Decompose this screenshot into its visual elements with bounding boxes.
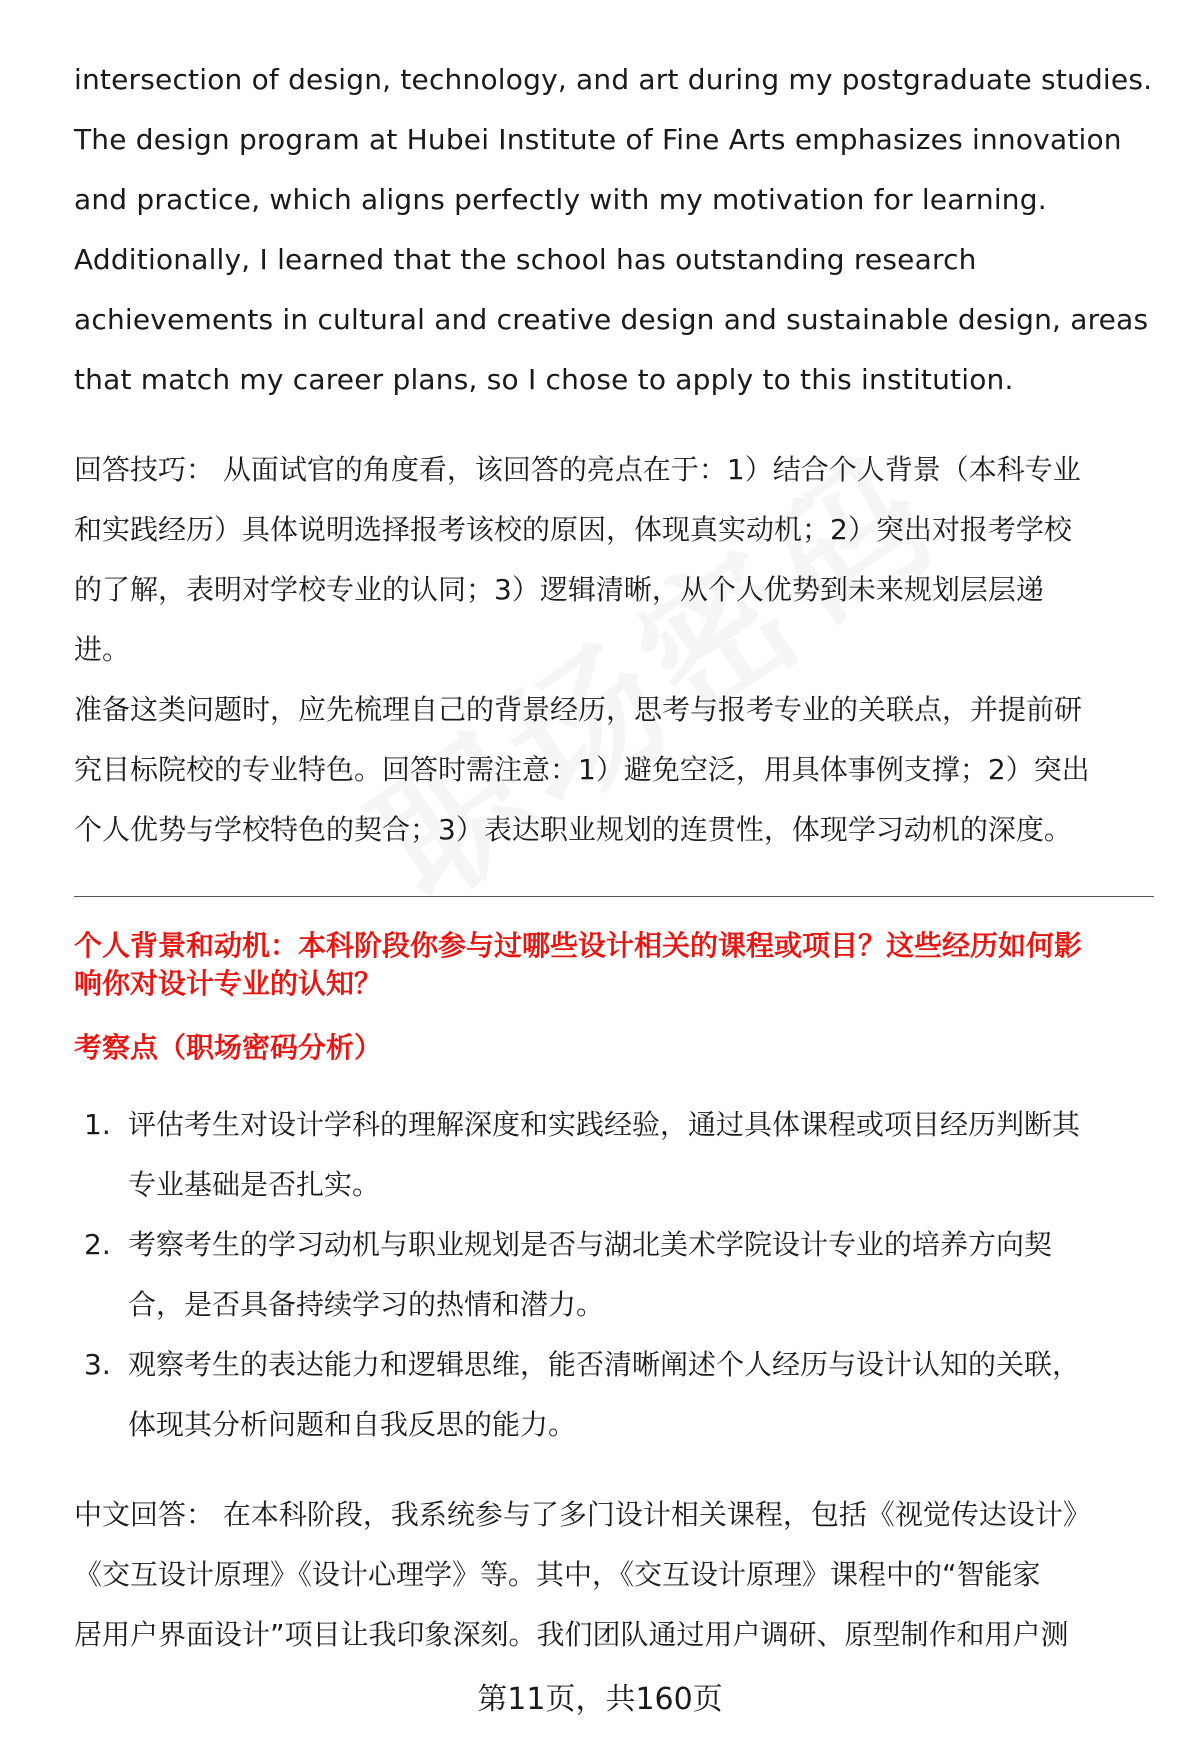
text-line: 个人背景和动机：本科阶段你参与过哪些设计相关的课程或项目？这些经历如何影 xyxy=(74,929,1083,962)
text-line: 合，是否具备持续学习的热情和潜力。 xyxy=(128,1288,605,1321)
text-line: 究目标院校的专业特色。回答时需注意：1）避免空泛，用具体事例支撑；2）突出 xyxy=(74,753,1090,786)
english-answer-paragraph xyxy=(74,50,1154,410)
text-line: intersection of design, technology, and art during my postgraduate studies. xyxy=(74,63,1153,96)
text-line: 回答技巧： 从面试官的角度看，该回答的亮点在于：1）结合个人背景（本科专业 xyxy=(74,453,1081,486)
list-item xyxy=(74,1335,1154,1455)
text-line: 进。 xyxy=(74,633,131,666)
text-line: 响你对设计专业的认知？ xyxy=(74,967,383,1000)
text-line: 专业基础是否扎实。 xyxy=(128,1168,381,1201)
text-line: 《交互设计原理》《设计心理学》等。其中，《交互设计原理》课程中的“智能家 xyxy=(74,1558,1041,1591)
list-number: 3. xyxy=(84,1348,111,1381)
answer-tip-paragraph xyxy=(74,440,1154,680)
text-line: 评估考生对设计学科的理解深度和实践经验，通过具体课程或项目经历判断其 xyxy=(128,1108,1081,1141)
question-heading xyxy=(74,927,1154,1003)
page-number-footer: 第11页，共160页 xyxy=(477,1682,723,1717)
list-number: 1. xyxy=(84,1108,111,1141)
text-line: 和实践经历）具体说明选择报考该校的原因，体现真实动机；2）突出对报考学校 xyxy=(74,513,1072,546)
text-line: 考察考生的学习动机与职业规划是否与湖北美术学院设计专业的培养方向契 xyxy=(128,1228,1053,1261)
page-content xyxy=(74,50,1154,1665)
text-line: and practice, which aligns perfectly with my motivation for learning. xyxy=(74,183,1047,216)
exam-points-list xyxy=(74,1095,1154,1455)
exam-points-title: 考察点（职场密码分析） xyxy=(74,1031,383,1064)
list-item xyxy=(74,1215,1154,1335)
text-line: that match my career plans, so I chose to apply to this institution. xyxy=(74,363,1014,396)
list-item xyxy=(74,1095,1154,1215)
text-line: Additionally, I learned that the school has outstanding research xyxy=(74,243,977,276)
text-line: achievements in cultural and creative design and sustainable design, areas xyxy=(74,303,1149,336)
text-line: 体现其分析问题和自我反思的能力。 xyxy=(128,1408,577,1441)
section-divider xyxy=(74,896,1154,897)
chinese-answer-paragraph xyxy=(74,1485,1154,1665)
text-line: 居用户界面设计”项目让我印象深刻。我们团队通过用户调研、原型制作和用户测 xyxy=(74,1618,1069,1651)
text-line: 中文回答： 在本科阶段，我系统参与了多门设计相关课程，包括《视觉传达设计》 xyxy=(74,1498,1091,1531)
preparation-paragraph xyxy=(74,680,1154,860)
text-line: 观察考生的表达能力和逻辑思维，能否清晰阐述个人经历与设计认知的关联， xyxy=(128,1348,1081,1381)
text-line: 准备这类问题时，应先梳理自己的背景经历，思考与报考专业的关联点，并提前研 xyxy=(74,693,1083,726)
text-line: 个人优势与学校特色的契合；3）表达职业规划的连贯性，体现学习动机的深度。 xyxy=(74,813,1072,846)
text-line: 的了解，表明对学校专业的认同；3）逻辑清晰，从个人优势到未来规划层层递 xyxy=(74,573,1044,606)
list-number: 2. xyxy=(84,1228,111,1261)
text-line: The design program at Hubei Institute of Fine Arts emphasizes innovation xyxy=(74,123,1122,156)
